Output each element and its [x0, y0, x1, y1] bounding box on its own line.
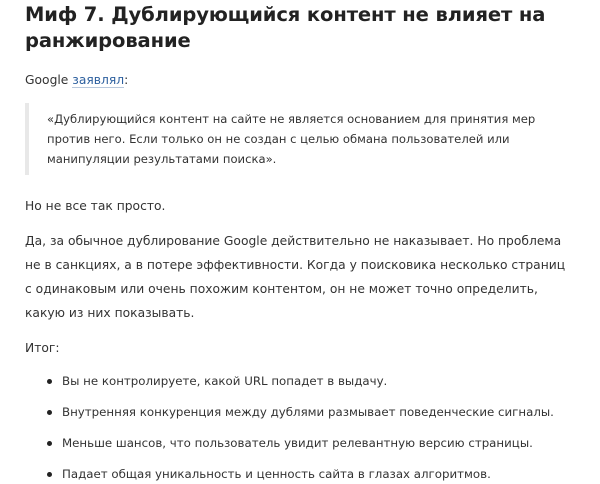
google-quote	[25, 103, 574, 175]
bullet-icon	[47, 379, 52, 384]
list-item-text: Меньше шансов, что пользователь увидит релевантную версию страницы.	[62, 436, 533, 450]
list-item	[47, 402, 574, 422]
bullet-icon	[47, 410, 52, 415]
paragraph-summary-label: Итог:	[25, 341, 60, 355]
list-item	[47, 371, 574, 391]
list-item	[47, 464, 574, 484]
list-item	[47, 433, 574, 453]
article-heading: Миф 7. Дублирующийся контент не влияет на ранжирование	[25, 3, 546, 52]
list-item-text: Вы не контролируете, какой URL попадет в выдачу.	[62, 374, 388, 388]
paragraph-explanation: Да, за обычное дублирование Google действительно не наказывает. Но проблема не в санкциях, а в потере эффективности. Когда у поисковика несколько страниц с одинаковым или очень похожим контентом, он не может точно определить, какую из них показывать.	[25, 234, 566, 320]
list-item-text: Падает общая уникальность и ценность сайта в глазах алгоритмов.	[62, 467, 491, 481]
intro-paragraph	[25, 68, 574, 92]
paragraph-not-simple: Но не все так просто.	[25, 199, 166, 213]
quote-text: «Дублирующийся контент на сайте не является основанием для принятия мер против него. Если только он не создан с целью обмана пользователей или манипуляции результатами поиска».	[47, 112, 536, 166]
consequences-list	[25, 371, 574, 484]
bullet-icon	[47, 441, 52, 446]
intro-prefix: Google	[25, 73, 73, 87]
intro-suffix: :	[124, 73, 129, 87]
claimed-link[interactable]: заявлял	[72, 73, 125, 87]
bullet-icon	[47, 472, 52, 477]
list-item-text: Внутренняя конкуренция между дублями размывает поведенческие сигналы.	[62, 405, 554, 419]
